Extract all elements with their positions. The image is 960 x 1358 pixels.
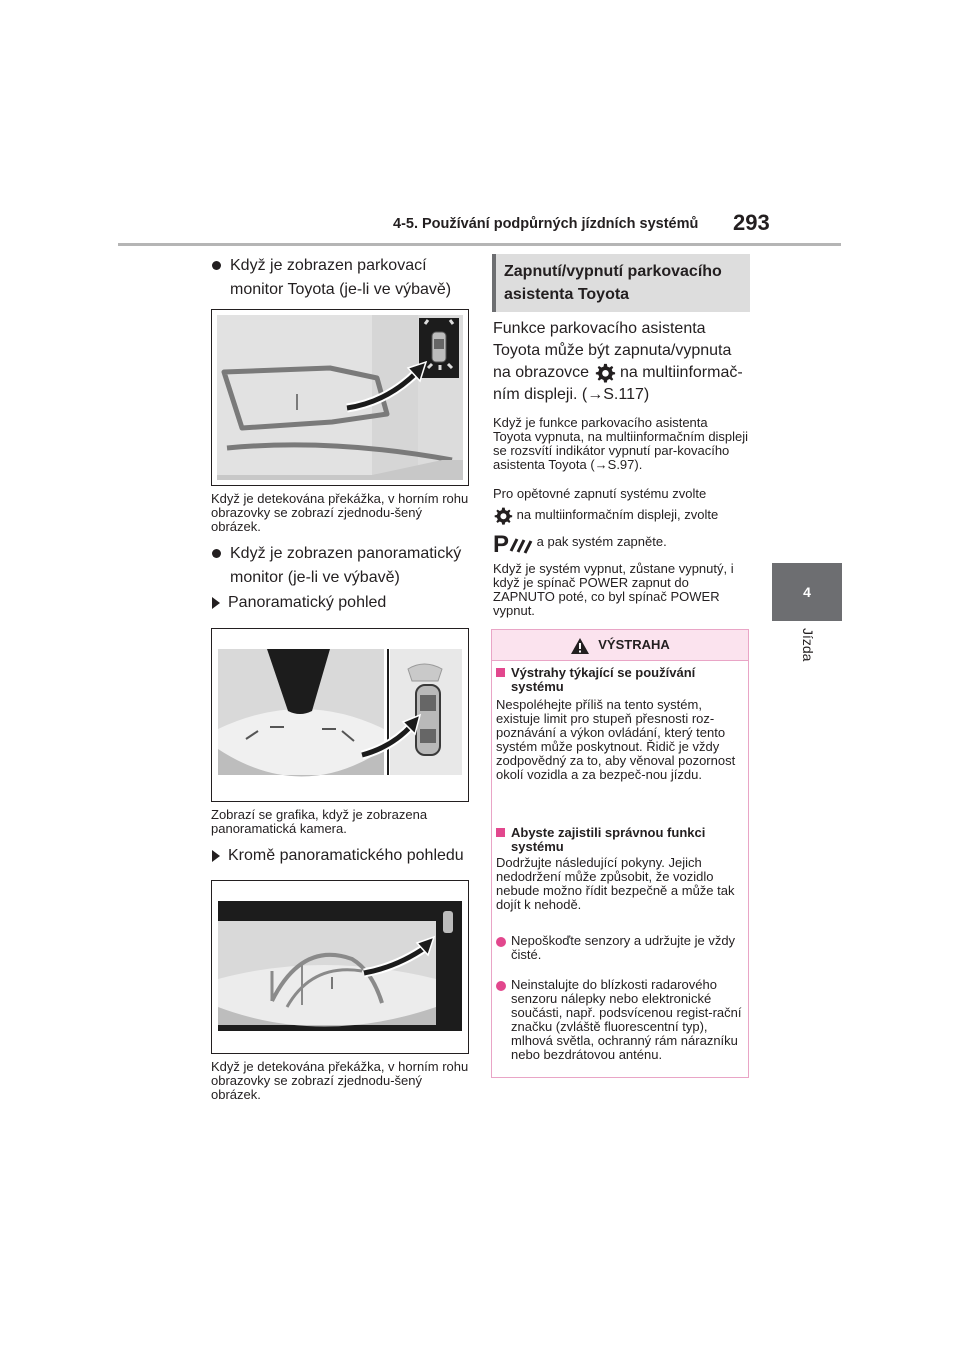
- warning-item-function-body: Dodržujte následující pokyny. Jejich nedodržení může způsobit, že vozidlo nebude možno řídit bezpečně a může tak dojít k nehodě.: [496, 855, 735, 912]
- square-bullet-icon: [496, 828, 505, 837]
- warning-title: VÝSTRAHA: [598, 637, 670, 652]
- figure-except-panoramic: [211, 880, 469, 1054]
- bullet-dot-icon: [212, 549, 221, 558]
- page-number: 293: [733, 210, 770, 235]
- warning-dot-radar: [496, 978, 746, 1062]
- chapter-tab: 4: [772, 563, 842, 621]
- bullet-parking-monitor: [212, 254, 472, 302]
- gear-icon: [594, 362, 616, 384]
- warning-item-usage: [496, 666, 746, 694]
- paragraph-text: Funkce parkovacího asistenta Toyota může být zapnuta/vypnuta na obrazovce: [493, 320, 732, 382]
- paragraph-reenable-line2: [493, 503, 749, 527]
- paragraph-text: na multiinformač-ním displeji. (→S.117): [493, 364, 743, 404]
- sub-item-text: Panoramatický pohled: [228, 594, 387, 611]
- paragraph-text: na multiinformačním displeji, zvolte: [516, 507, 719, 522]
- panoramic-view-illustration: [212, 629, 468, 801]
- warning-item-title: Abyste zajistili správnou funkci systému: [511, 825, 706, 854]
- sub-item-panoramic-view: [212, 592, 472, 614]
- paragraph-reenable-line3: [493, 530, 749, 555]
- warning-item-usage-body: Nespoléhejte příliš na tento systém, existuje limit pro stupeň přesnosti roz-poznávání a výkon ovládání, který tento systém může poskytnout. Řidič je vždy zodpovědný za to, aby věnoval pozornost okolí vozidla a za bezpeč-nou jízdu.: [496, 697, 736, 782]
- warning-header: [492, 630, 748, 661]
- figure-parking-monitor: [211, 309, 469, 486]
- gear-icon: [493, 506, 513, 526]
- paragraph-power-switch: Když je systém vypnut, zůstane vypnutý, i když je spínač POWER zapnut do ZAPNUTO poté, co byl spínač POWER vypnut.: [493, 561, 734, 618]
- paragraph-reenable: Pro opětovné zapnutí systému zvolte: [493, 486, 707, 501]
- section-title: 4-5. Používání podpůrných jízdních systémů: [393, 216, 699, 232]
- sub-item-except-panoramic: [212, 845, 474, 867]
- warning-triangle-icon: [570, 637, 590, 655]
- bullet-text: Když je zobrazen parkovací monitor Toyota (je-li ve výbavě): [230, 257, 452, 298]
- warning-box: [491, 629, 749, 1078]
- section-heading: Zapnutí/vypnutí parkovacího asistenta Toyota: [492, 254, 750, 312]
- warning-item-title: Výstrahy týkající se používání systému: [511, 665, 696, 694]
- paragraph-off-indicator: Když je funkce parkovacího asistenta Toyota vypnuta, na multiinformačním displeji se rozsvítí indikátor vypnutí par-kovacího asistenta Toyota (→S.97).: [493, 415, 749, 472]
- warning-dot-text: Nepoškoďte senzory a udržujte je vždy čisté.: [511, 933, 736, 962]
- warning-dot-text: Neinstalujte do blízkosti radarového senzoru nálepky nebo elektronické součásti, např. podsvícenou regist-rační značku (zvláště fluorescentní typ), mlhová světla, ochranný rám nárazníku nebo bezdrátovou anténu.: [511, 977, 742, 1062]
- except-panoramic-illustration: [212, 881, 468, 1053]
- svg-text:P: P: [493, 530, 510, 555]
- figure-panoramic-view: [211, 628, 469, 802]
- arrow-bullet-icon: [212, 597, 220, 609]
- sub-item-text: Kromě panoramatického pohledu: [228, 847, 464, 864]
- parking-monitor-illustration: [212, 310, 468, 485]
- parking-assist-icon: [493, 531, 533, 555]
- bullet-dot-icon: [212, 261, 221, 270]
- warning-dot-sensors: [496, 934, 746, 962]
- bullet-panoramic-monitor: [212, 542, 472, 590]
- chapter-label-text: Jízda: [800, 628, 816, 662]
- caption-panoramic-view: Zobrazí se grafika, když je zobrazena panoramatická kamera.: [211, 807, 428, 836]
- header-divider: [118, 243, 841, 246]
- bullet-text: Když je zobrazen panoramatický monitor (je-li ve výbavě): [230, 545, 462, 586]
- caption-parking-monitor: Když je detekována překážka, v horním rohu obrazovky se zobrazí zjednodu-šený obrázek.: [211, 491, 469, 534]
- caption-except-panoramic: Když je detekována překážka, v horním rohu obrazovky se zobrazí zjednodu-šený obrázek.: [211, 1059, 469, 1102]
- circle-bullet-icon: [496, 937, 506, 947]
- square-bullet-icon: [496, 668, 505, 677]
- circle-bullet-icon: [496, 981, 506, 991]
- chapter-label: [800, 628, 820, 676]
- warning-item-function: [496, 826, 746, 854]
- paragraph-text: a pak systém zapněte.: [536, 534, 667, 549]
- paragraph-settings: [493, 318, 749, 406]
- arrow-bullet-icon: [212, 850, 220, 862]
